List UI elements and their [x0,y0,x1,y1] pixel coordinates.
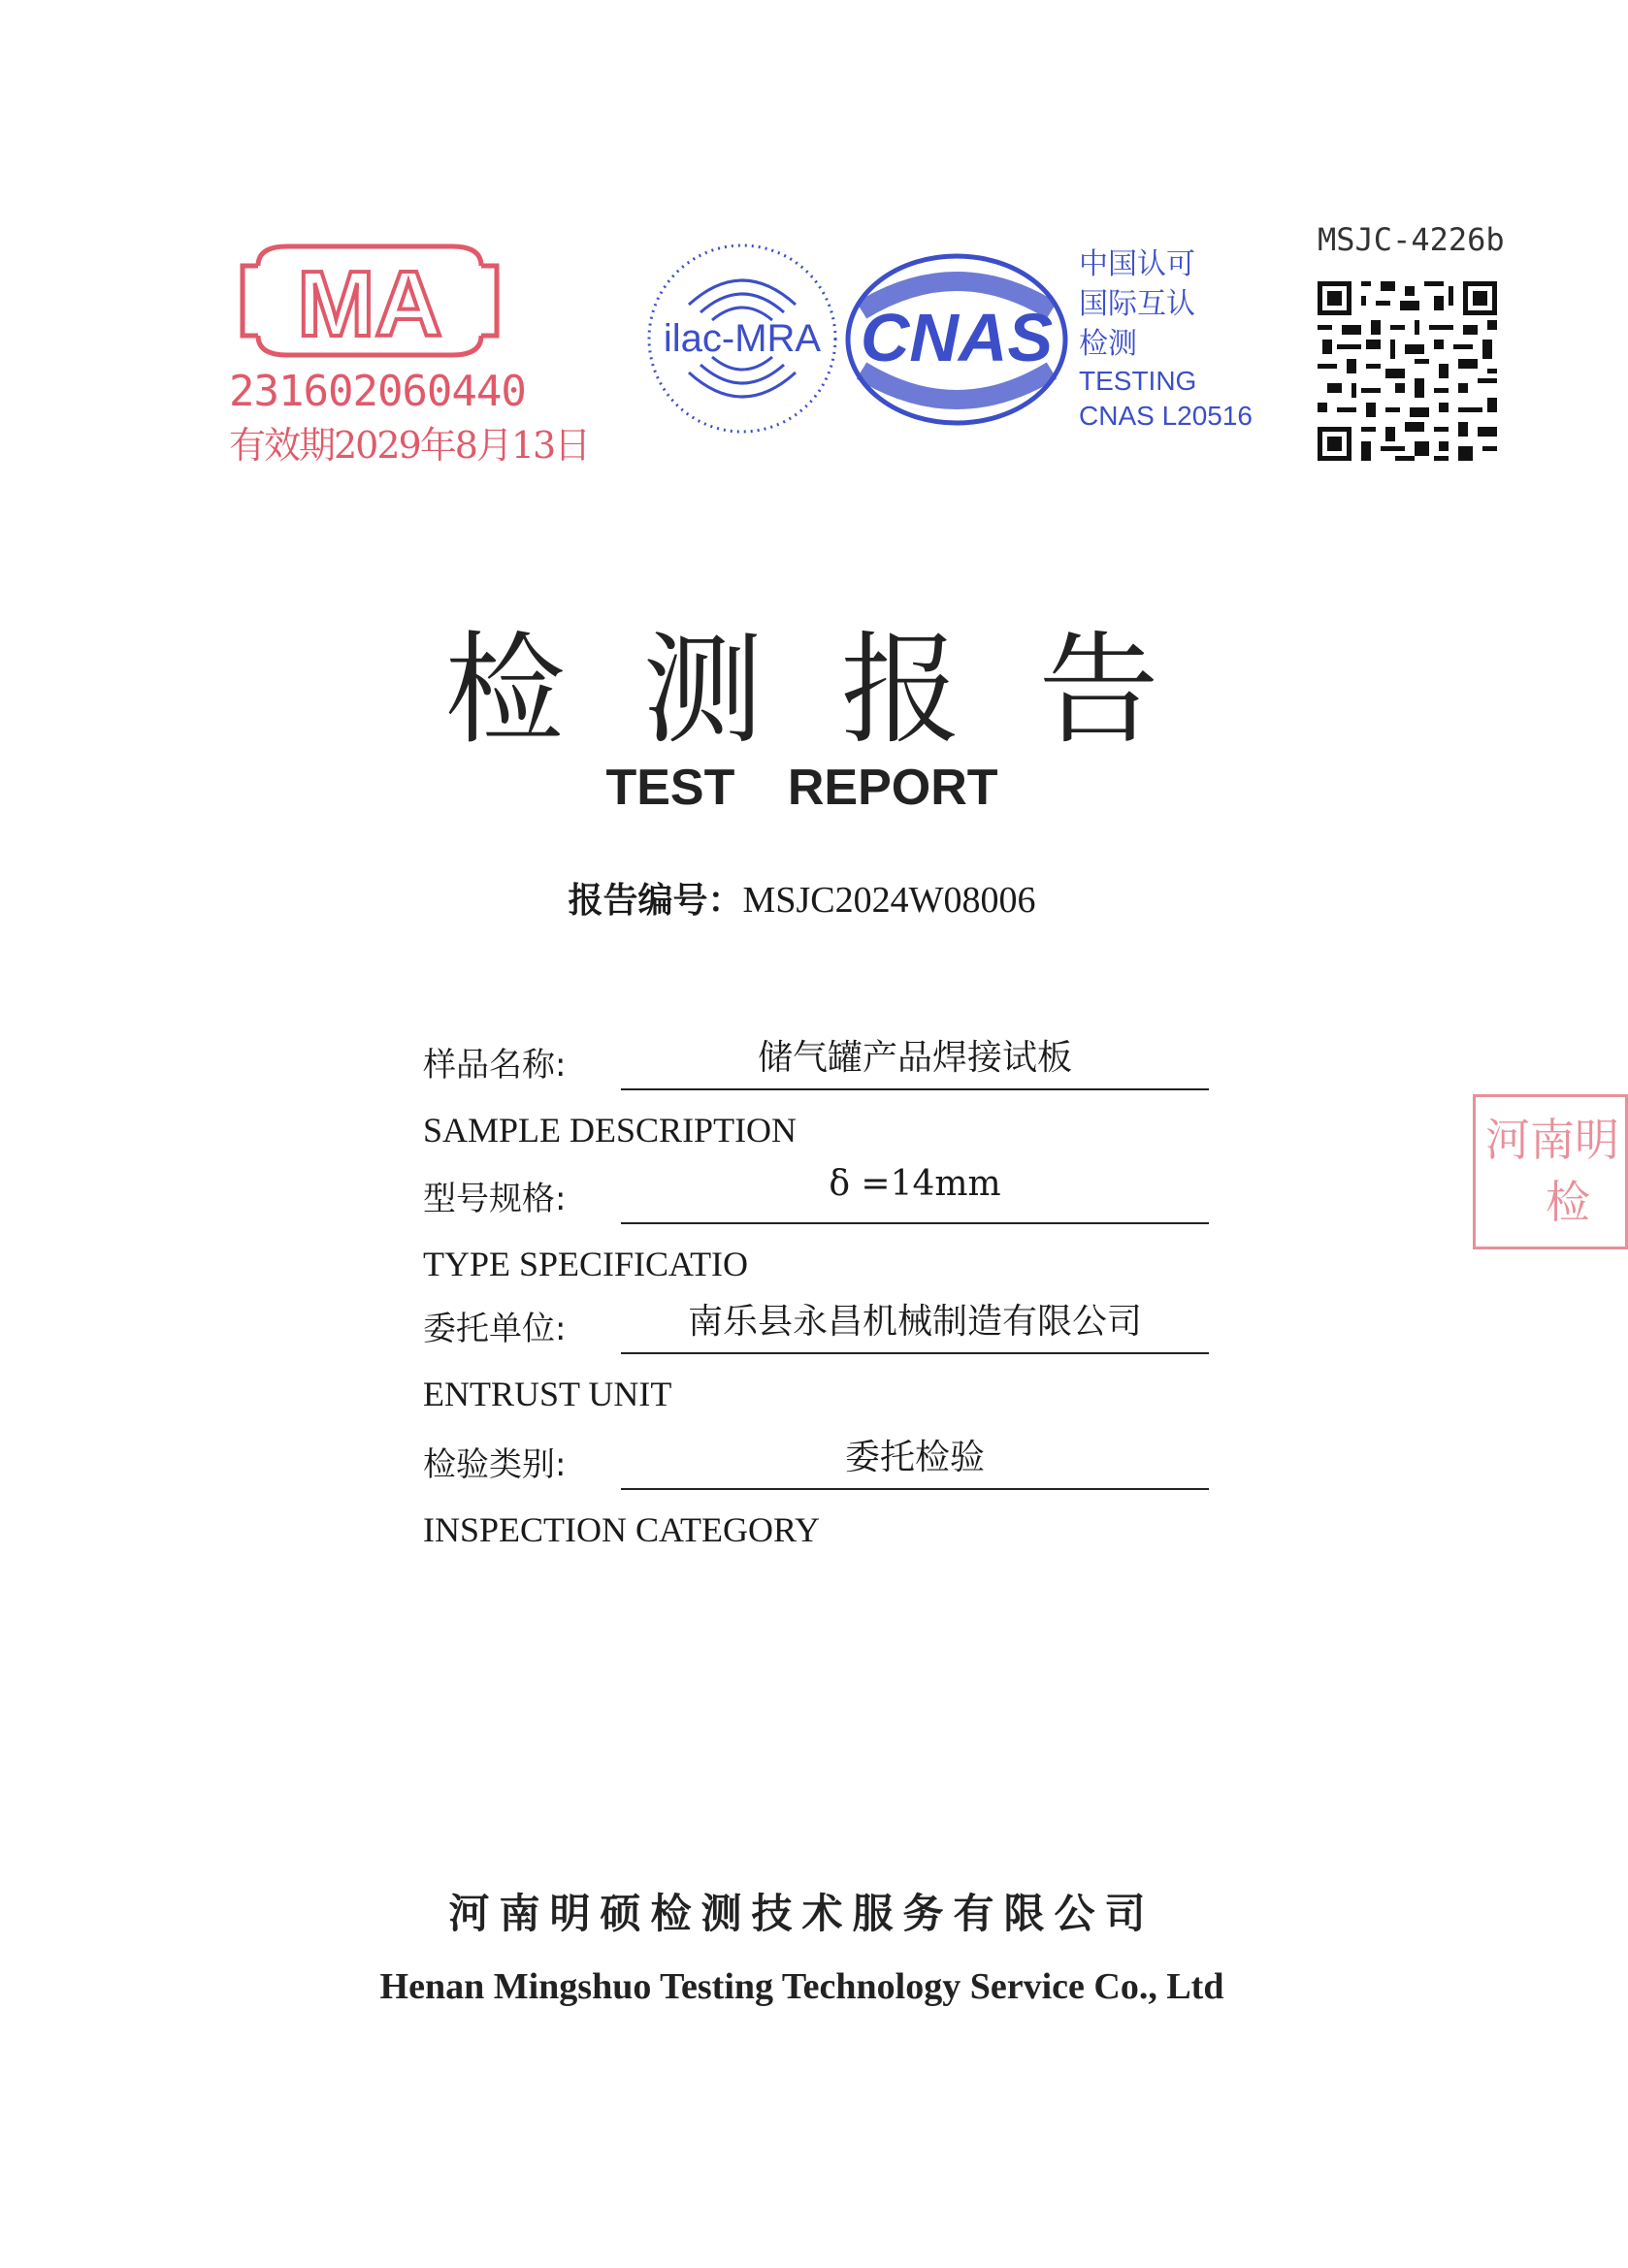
report-number [0,873,1604,923]
field-value: δ =14mm [829,1164,1001,1204]
qr-code-icon[interactable] [1318,281,1497,461]
field-underline [621,1352,1209,1354]
field-label-en: ENTRUST UNIT [423,1375,672,1413]
company-name-cn: 河南明硕检测技术服务有限公司 [448,1890,1156,1937]
company-stamp [1473,1094,1628,1249]
cnas-number: CNAS L20516 [1079,401,1254,431]
cnas-logo [842,252,1075,427]
field-value: 储气罐产品焊接试板 [757,1038,1072,1078]
field-label-cn: 样品名称: [423,1046,567,1085]
cma-number: 231602060440 [229,367,526,416]
field-label-en: INSPECTION CATEGORY [423,1510,821,1549]
report-code: MSJC-4226b [1318,221,1505,258]
qr-code-svg [1318,281,1497,461]
cnas-line-3: 检测 [1079,327,1137,361]
ilac-mra-logo [640,237,844,440]
cma-validity: 有效期2029年8月13日 [229,424,590,467]
cnas-line-1: 中国认可 [1079,247,1195,281]
field-underline [621,1222,1209,1224]
field-underline [621,1088,1209,1090]
field-underline [621,1488,1209,1490]
cma-logo-icon [229,237,510,365]
stamp-line-1: 河南明 [1485,1114,1619,1166]
cnas-accreditation-text [1079,244,1254,434]
field-label-en: TYPE SPECIFICATIO [423,1245,749,1283]
company-name-en: Henan Mingshuo Testing Technology Service Co., Ltd [379,1966,1224,2007]
field-label-en: SAMPLE DESCRIPTION [423,1111,798,1150]
report-number-value: MSJC2024W08006 [742,880,1036,921]
cnas-logo-text: CNAS [860,300,1054,375]
cma-seal [229,237,590,479]
cma-logo-text: MA [297,252,442,356]
stamp-line-2: 检 [1546,1176,1590,1228]
report-number-label: 报告编号： [568,881,743,921]
ilac-mra-icon [640,237,844,440]
field-label-cn: 委托单位: [423,1310,567,1348]
cnas-testing: TESTING [1079,366,1197,396]
field-value: 委托检验 [844,1438,985,1477]
page-title-cn: 检测报告 [444,621,1237,761]
field-value: 南乐县永昌机械制造有限公司 [687,1302,1142,1342]
page-title-en: TEST REPORT [605,760,998,816]
cnas-line-2: 国际互认 [1079,287,1195,321]
field-label-cn: 检验类别: [423,1445,567,1484]
field-label-cn: 型号规格: [423,1180,567,1218]
cnas-logo-icon [842,252,1075,427]
ilac-logo-text: ilac-MRA [663,317,822,360]
